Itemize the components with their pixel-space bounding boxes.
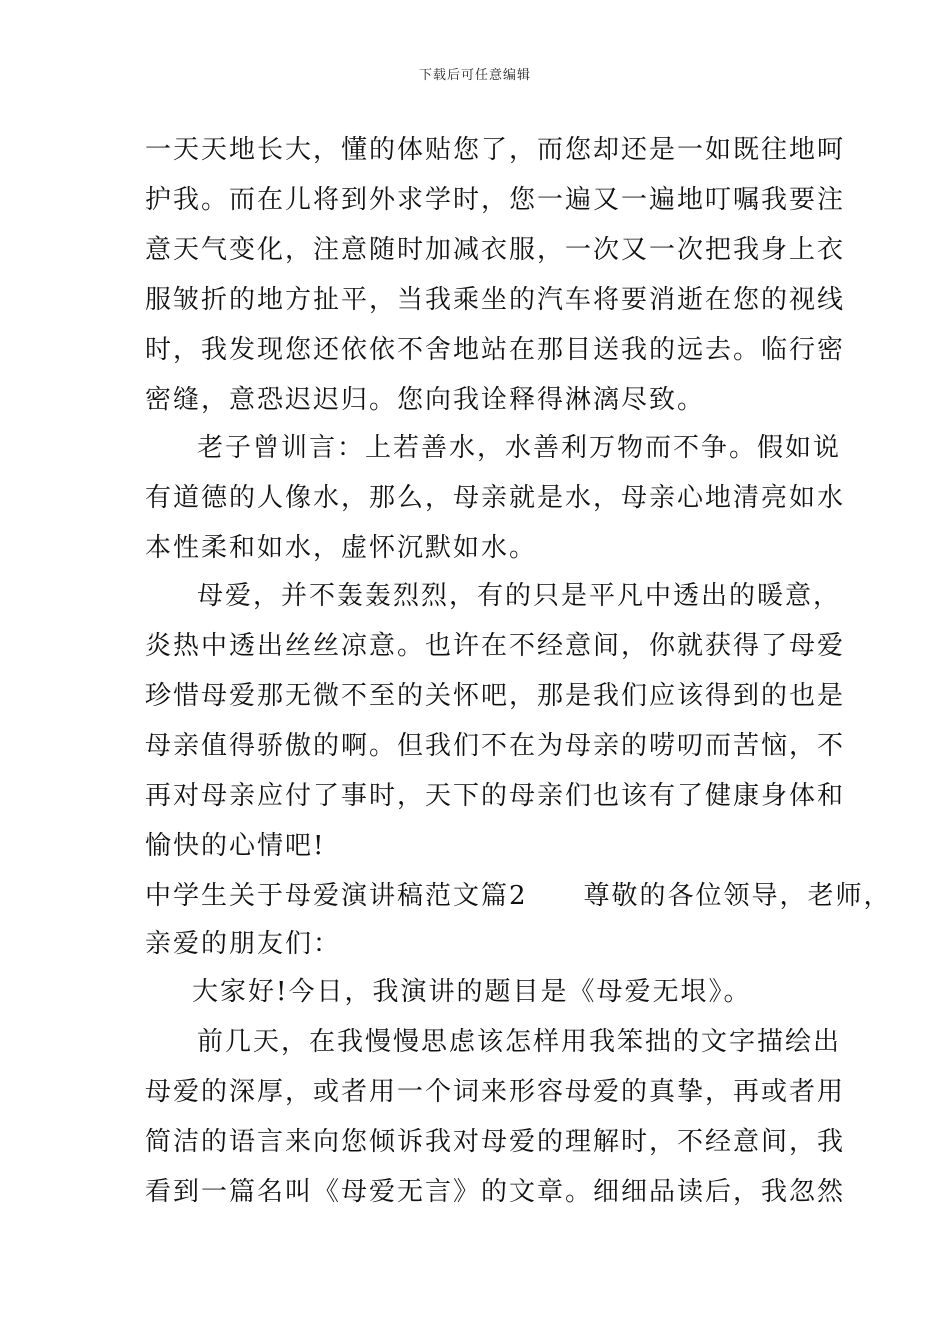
text-line: 服皱折的地方扯平，当我乘坐的汽车将要消逝在您的视线 (145, 285, 846, 315)
text-line: 看到一篇名叫《母爱无言》的文章。细细品读后，我忽然 (145, 1177, 846, 1207)
text-line: 意天气变化，注意随时加减衣服，一次又一次把我身上衣 (145, 235, 846, 265)
text-line: 愉快的心情吧! (145, 831, 326, 861)
text-line: 大家好!今日，我演讲的题目是《母爱无垠》。 (192, 977, 752, 1007)
text-line: 母亲值得骄傲的啊。但我们不在为母亲的唠叨而苦恼，不 (145, 731, 846, 761)
text-line: 母爱，并不轰轰烈烈，有的只是平凡中透出的暖意， (197, 581, 842, 611)
text-line: 护我。而在儿将到外求学时，您一遍又一遍地叮嘱我要注 (145, 185, 846, 215)
text-line: 前几天，在我慢慢思虑该怎样用我笨拙的文字描绘出 (197, 1027, 842, 1057)
text-line: 一天天地长大，懂的体贴您了，而您却还是一如既往地呵 (145, 135, 846, 165)
text-line: 炎热中透出丝丝凉意。也许在不经意间，你就获得了母爱 (145, 631, 846, 661)
text-line: 本性柔和如水，虚怀沉默如水。 (145, 533, 538, 563)
text-line: 珍惜母爱那无微不至的关怀吧，那是我们应该得到的也是 (145, 681, 846, 711)
text-line: 有道德的人像水，那么，母亲就是水，母亲心地清亮如水 (145, 483, 846, 513)
page-header: 下载后可任意编辑 (418, 68, 531, 83)
text-line: 母爱的深厚，或者用一个词来形容母爱的真挚，再或者用 (145, 1077, 846, 1107)
text-line: 密缝，意恐迟迟归。您向我诠释得淋漓尽致。 (145, 385, 706, 415)
text-line: 再对母亲应付了事时，天下的母亲们也该有了健康身体和 (145, 781, 846, 811)
text-line: 亲爱的朋友们： (145, 929, 342, 959)
salutation-text: 尊敬的各位领导，老师， (583, 881, 892, 911)
text-line: 简洁的语言来向您倾诉我对母爱的理解时，不经意间，我 (145, 1127, 846, 1157)
section-title: 中学生关于母爱演讲稿范文篇2 (145, 881, 528, 911)
text-line: 时，我发现您还依依不舍地站在那目送我的远去。临行密 (145, 335, 846, 365)
text-line: 老子曾训言：上若善水，水善利万物而不争。假如说 (197, 433, 842, 463)
section-heading-line (145, 880, 892, 912)
